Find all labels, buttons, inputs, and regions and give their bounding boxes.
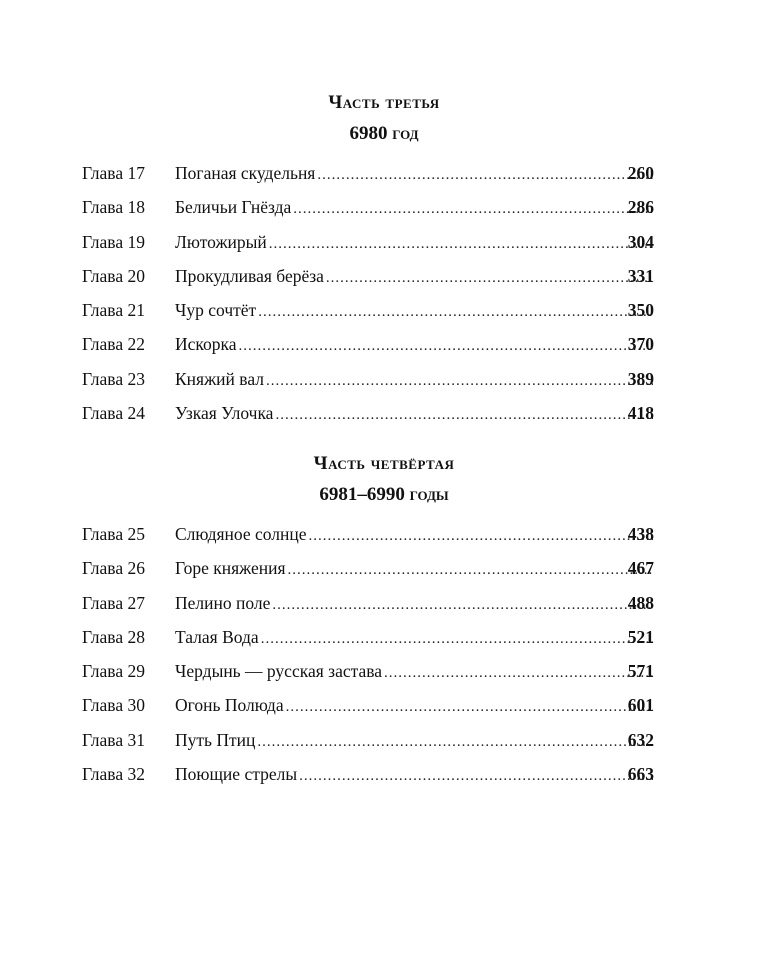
leader-dots [326,265,653,291]
leader-dots [269,231,653,257]
chapter-title: Чур сочтёт [175,300,257,321]
page-number: 389 [627,368,654,389]
toc-entry[interactable] [0,727,768,761]
part-title: Часть четвёртая [313,453,455,474]
chapter-title: Поганая скудельня [175,163,316,183]
leader-dots [317,162,653,188]
chapter-title: Прокудливая берёза [175,265,324,286]
toc-list [0,160,768,434]
toc-entry[interactable] [0,692,768,726]
page-number: 632 [627,729,654,750]
chapter-title: Княжий вал [175,368,264,389]
toc-entry[interactable] [0,297,768,331]
page-number: 571 [627,661,654,682]
toc-entry[interactable] [0,658,768,692]
page-number: 663 [627,764,654,785]
toc-entry[interactable] [0,229,768,263]
chapter-label: Глава 25 [82,524,145,544]
page-number: 521 [627,626,654,647]
leader-dots [261,626,653,652]
chapter-title: Путь Птиц [175,729,256,750]
page-number: 370 [627,334,654,355]
page-number: 418 [627,403,654,424]
leader-dots [286,694,653,720]
page-number: 601 [627,695,654,716]
chapter-label: Глава 19 [82,231,145,252]
chapter-title: Слюдяное солнце [175,524,307,544]
chapter-title: Лютожирый [175,231,267,252]
toc-entry[interactable] [0,160,768,194]
leader-dots [258,299,653,325]
chapter-title: Огонь Полюда [175,695,284,716]
chapter-label: Глава 31 [82,729,145,750]
chapter-title: Искорка [175,334,237,355]
leader-dots [288,557,653,583]
chapter-label: Глава 23 [82,368,145,389]
chapter-title: Пелино поле [175,592,271,613]
leader-dots [275,402,653,428]
leader-dots [257,729,653,755]
chapter-label: Глава 26 [82,558,145,579]
part-third [0,88,768,434]
page-number: 260 [627,163,654,183]
chapter-title: Узкая Улочка [175,403,274,424]
part-fourth [0,449,768,795]
chapter-title: Горе княжения [175,558,286,579]
toc-entry[interactable] [0,263,768,297]
chapter-label: Глава 18 [82,197,145,218]
chapter-label: Глава 29 [82,661,145,682]
part-years: 6981–6990 годы [319,484,449,505]
toc-entry[interactable] [0,194,768,228]
page-number: 438 [627,524,654,544]
chapter-label: Глава 30 [82,695,145,716]
toc-entry[interactable] [0,624,768,658]
leader-dots [272,592,653,618]
page-number: 488 [627,592,654,613]
chapter-title: Беличьи Гнёзда [175,197,292,218]
chapter-label: Глава 21 [82,300,145,321]
leader-dots [293,196,653,222]
toc-entry[interactable] [0,590,768,624]
leader-dots [266,368,653,394]
toc-entry[interactable] [0,555,768,589]
page-number: 304 [627,231,654,252]
toc-entry[interactable] [0,521,768,555]
chapter-title: Чердынь — русская застава [175,661,383,682]
page-number: 331 [627,265,654,286]
chapter-label: Глава 24 [82,403,145,424]
toc-entry[interactable] [0,331,768,365]
chapter-label: Глава 27 [82,592,145,613]
page-number: 350 [627,300,654,321]
part-years: 6980 год [349,123,419,144]
chapter-title: Поющие стрелы [175,764,298,785]
toc-entry[interactable] [0,400,768,434]
chapter-label: Глава 22 [82,334,145,355]
leader-dots [384,660,653,686]
leader-dots [299,763,653,789]
chapter-label: Глава 28 [82,626,145,647]
toc-entry[interactable] [0,761,768,795]
leader-dots [309,523,653,549]
toc-entry[interactable] [0,366,768,400]
chapter-title: Талая Вода [175,626,259,647]
page-number: 467 [627,558,654,579]
chapter-label: Глава 32 [82,764,145,785]
chapter-label: Глава 20 [82,265,145,286]
toc-list [0,521,768,795]
page-number: 286 [627,197,654,218]
leader-dots [239,333,653,359]
chapter-label: Глава 17 [82,163,145,183]
part-title: Часть третья [328,92,440,113]
